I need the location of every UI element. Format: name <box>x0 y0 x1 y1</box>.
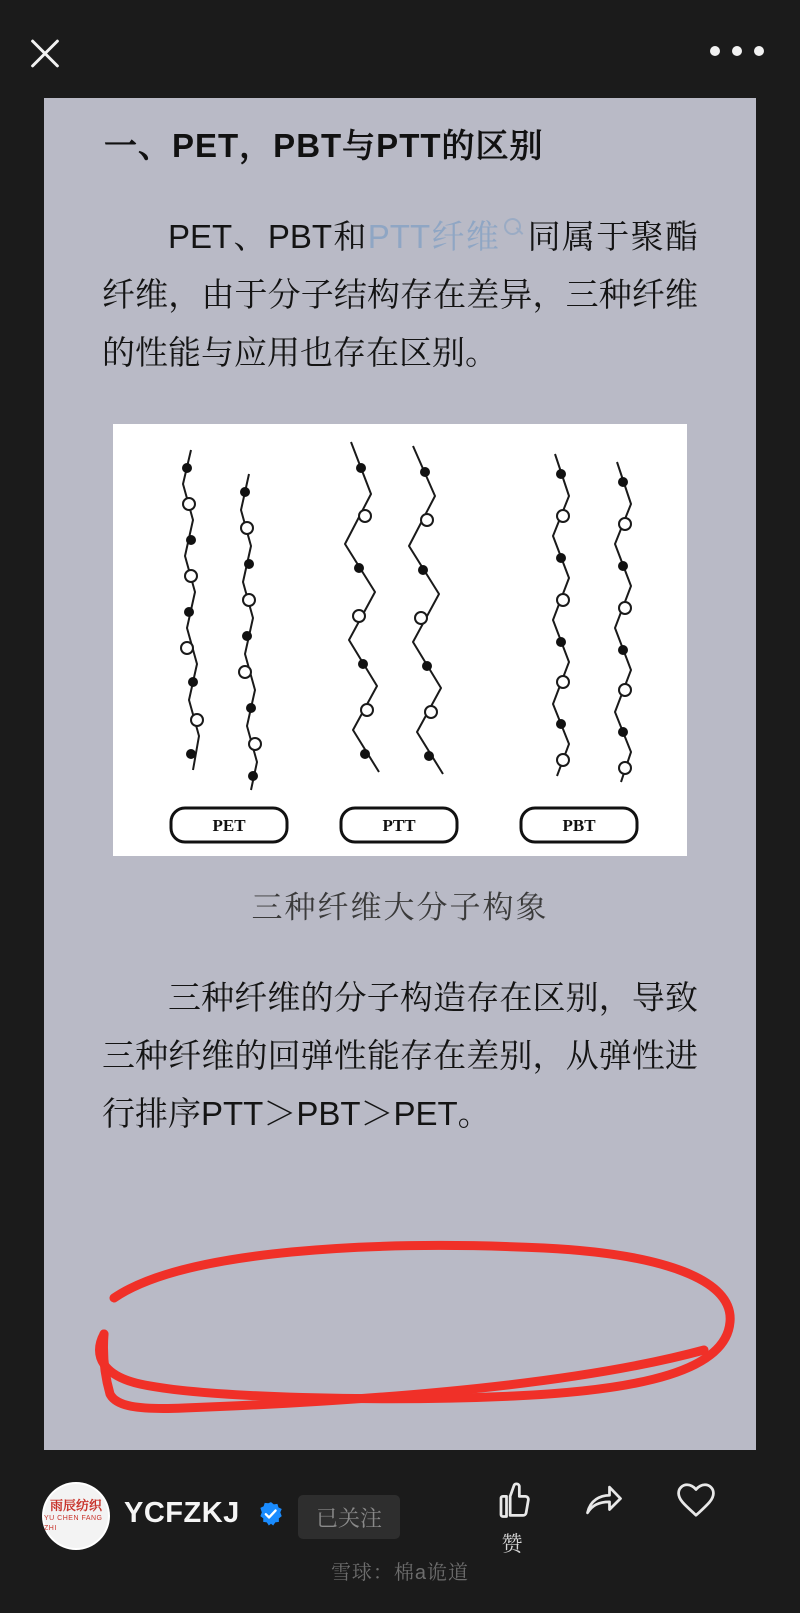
avatar[interactable] <box>42 1482 110 1550</box>
top-bar <box>0 0 800 98</box>
heart-icon <box>674 1478 718 1522</box>
watermark: 雪球：棉a诡道 <box>330 1562 470 1584</box>
verified-badge-icon <box>258 1501 284 1527</box>
share-arrow-icon <box>582 1478 626 1522</box>
bottom-bar <box>0 1450 800 1613</box>
favorite-action[interactable] <box>654 1478 738 1528</box>
search-icon[interactable] <box>502 218 524 240</box>
thumbs-up-icon <box>490 1478 534 1522</box>
avatar-top-text: 雨辰纺织 <box>49 1498 102 1513</box>
figure-label-ptt: PTT <box>382 816 416 835</box>
keyword-link-ptt-fiber[interactable]: PTT纤维 <box>367 218 501 255</box>
like-action[interactable] <box>470 1478 554 1558</box>
avatar-bottom-text: YU CHEN FANG ZHI <box>44 1515 103 1532</box>
account-name[interactable]: YCFZKJ <box>124 1497 240 1529</box>
figure-caption: 三种纤维大分子构象 <box>251 890 549 925</box>
share-action[interactable] <box>562 1478 646 1528</box>
molecular-conformation-figure <box>113 424 687 856</box>
figure-label-pet: PET <box>212 816 246 835</box>
follow-status-button[interactable]: 已关注 <box>298 1495 400 1539</box>
paragraph-1-text-after: 同属于聚酯纤维，由于分子结构存在差异，三种纤维的性能与应用也存在区别。 <box>102 218 698 371</box>
figure-svg <box>113 424 687 856</box>
like-label: 赞 <box>501 1533 523 1556</box>
article-heading: 一、PET，PBT与PTT的区别 <box>104 127 544 164</box>
more-options-icon[interactable] <box>710 40 764 62</box>
close-icon[interactable] <box>26 34 64 72</box>
figure-label-pbt: PBT <box>562 816 596 835</box>
article-paragraph-1 <box>102 208 698 382</box>
paragraph-1-text-before: PET、PBT和 <box>168 218 368 255</box>
article-paragraph-2: 三种纤维的分子构造存在区别，导致三种纤维的回弹性能存在差别，从弹性进行排序PTT＞PBT＞PET。 <box>102 979 698 1132</box>
article-sheet <box>44 98 756 1450</box>
